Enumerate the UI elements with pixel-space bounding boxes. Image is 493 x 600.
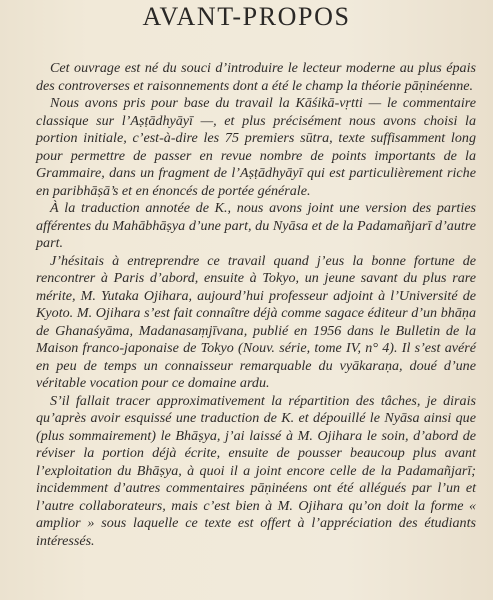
foreword-text — [36, 60, 476, 550]
paragraph: S’il fallait tracer approximativement la répartition des tâches, je dirais qu’après avoir esquissé une traduction de K. et dépouillé le Nyāsa ainsi que (plus sommairement) le Bhāṣya, j’ai laissé à M. Ojihara le soin, d’abord de réviser la portion déjà écrite, ensuite de pousser beaucoup plus avant l’exploitation du Bhāṣya, à quoi il a joint encore celle de la Padamañjarī; incidemment d’autres commentaires pāṇinéens ont été allégués par l’un et l’autre collaborateurs, mais c’est bien à M. Ojihara qu’on doit la forme « amplior » sous laquelle ce texte est offert à l’appréciation des étudiants intéressés. — [36, 392, 476, 549]
paragraph: J’hésitais à entreprendre ce travail quand j’eus la bonne fortune de rencontrer à Paris d’abord, ensuite à Tokyo, un jeune savant du plus rare mérite, M. Yutaka Ojihara, aujourd’hui professeur adjoint à l’Université de Kyoto. M. Ojihara s’est fait connaître déjà comme sagace éditeur d’un bhāṇa de Ghanaśyāma, Madanasaṃjīvana, publié en 1956 dans le Bulletin de la Maison franco-japonaise de Tokyo (Nouv. série, tome IV, n° 4). Il s’est avéré en peu de temps un connaisseur remarquable du vyākaraṇa, doué d’une véritable vocation pour ce domaine ardu. — [36, 252, 476, 391]
paragraph: À la traduction annotée de K., nous avons joint une version des parties afférentes du Mahābhāṣya d’une part, du Nyāsa et de la Padamañjarī d’autre part. — [36, 200, 476, 251]
paragraph: Cet ouvrage est né du souci d’introduire le lecteur moderne au plus épais des controverses et raisonnements dont a été le champ la théorie pāṇinéenne. — [36, 60, 476, 94]
page-title: AVANT-PROPOS — [142, 2, 351, 31]
paragraph: Nous avons pris pour base du travail la Kāśikā-vṛtti — le commentaire classique sur l’Aṣṭādhyāyī —, et plus précisément nous avons choisi la portion initiale, c’est-à-dire les 75 premiers sūtra, texte suffisamment long pour permettre de passer en revue nombre de points importants de la Grammaire, dans un fragment de l’Aṣṭādhyāyī qui est particulièrement riche en paribhāṣā’s et en énoncés de portée générale. — [36, 95, 476, 199]
